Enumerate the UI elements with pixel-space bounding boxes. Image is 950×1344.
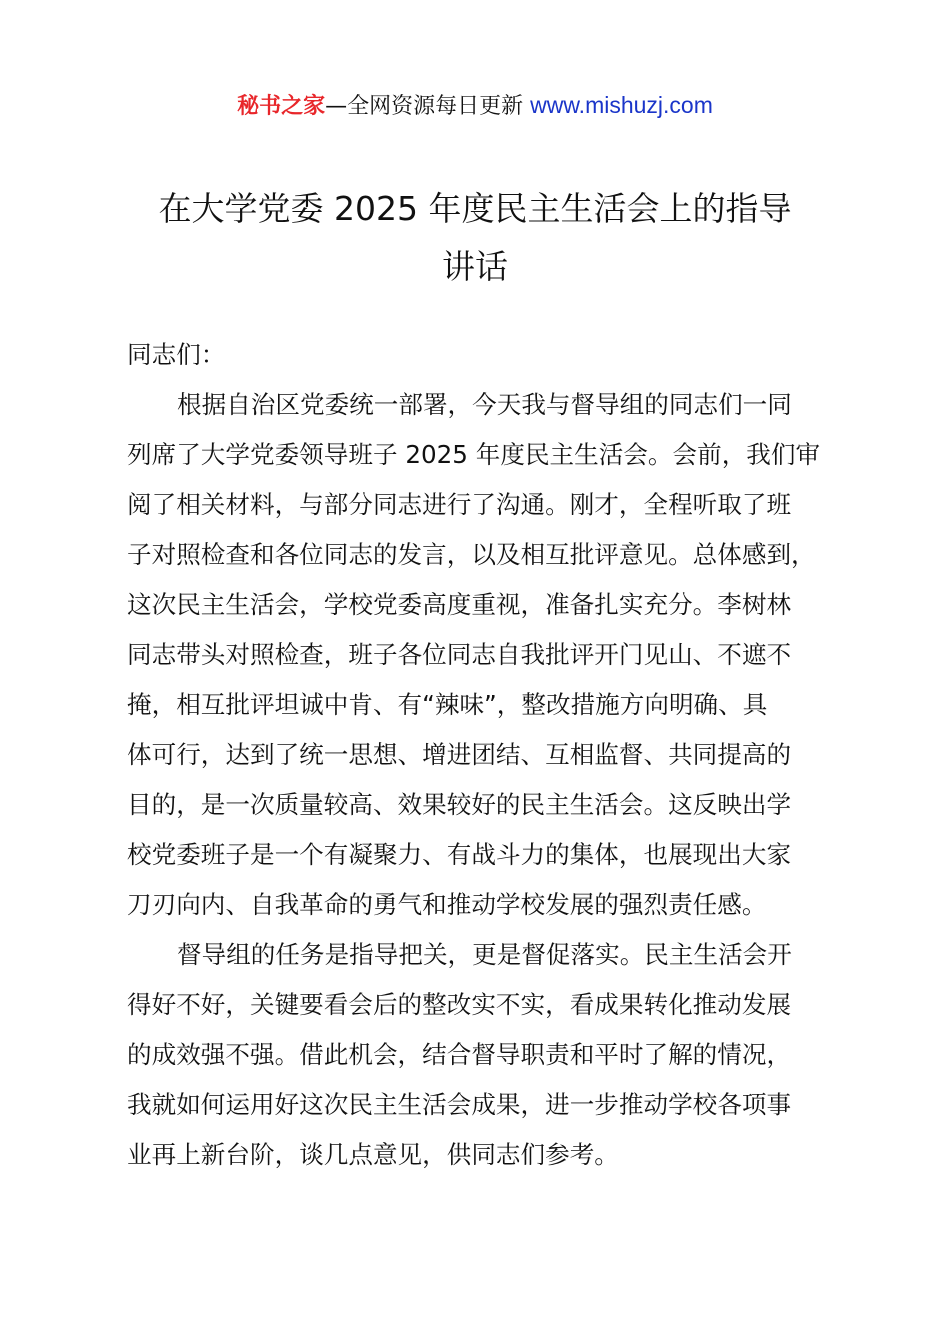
paragraph-1	[127, 380, 847, 930]
site-url-link[interactable]: www.mishuzj.com	[530, 92, 713, 118]
paragraph-line: 阅了相关材料，与部分同志进行了沟通。刚才，全程听取了班	[127, 490, 792, 519]
title-line: 在大学党委 2025 年度民主生活会上的指导	[158, 189, 792, 228]
header-tagline: —全网资源每日更新	[325, 94, 524, 119]
paragraph-2	[127, 930, 847, 1180]
paragraph-line: 我就如何运用好这次民主生活会成果，进一步推动学校各项事	[127, 1090, 792, 1119]
title-line: 讲话	[442, 247, 508, 286]
paragraph-line: 同志带头对照检查，班子各位同志自我批评开门见山、不遮不	[127, 640, 792, 669]
document-body	[127, 330, 847, 1180]
site-header	[0, 88, 950, 124]
paragraph-line: 业再上新台阶，谈几点意见，供同志们参考。	[127, 1140, 619, 1169]
paragraph-line: 的成效强不强。借此机会，结合督导职责和平时了解的情况，	[127, 1040, 792, 1069]
paragraph-line: 根据自治区党委统一部署，今天我与督导组的同志们一同	[177, 390, 792, 419]
paragraph-line: 督导组的任务是指导把关，更是督促落实。民主生活会开	[177, 940, 792, 969]
document-title	[130, 180, 820, 296]
paragraph-line: 掩，相互批评坦诚中肯、有“辣味”，整改措施方向明确、具	[127, 690, 768, 719]
paragraph-line: 刀刃向内、自我革命的勇气和推动学校发展的强烈责任感。	[127, 890, 767, 919]
paragraph-line: 列席了大学党委领导班子 2025 年度民主生活会。会前，我们审	[127, 440, 821, 469]
paragraph-line: 得好不好，关键要看会后的整改实不实，看成果转化推动发展	[127, 990, 792, 1019]
salutation: 同志们：	[127, 340, 226, 369]
paragraph-line: 子对照检查和各位同志的发言，以及相互批评意见。总体感到，	[127, 540, 816, 569]
paragraph-line: 体可行，达到了统一思想、增进团结、互相监督、共同提高的	[127, 740, 792, 769]
paragraph-line: 目的，是一次质量较高、效果较好的民主生活会。这反映出学	[127, 790, 792, 819]
brand-name: 秘书之家	[237, 94, 326, 119]
paragraph-line: 这次民主生活会，学校党委高度重视，准备扎实充分。李树林	[127, 590, 792, 619]
paragraph-line: 校党委班子是一个有凝聚力、有战斗力的集体，也展现出大家	[127, 840, 792, 869]
